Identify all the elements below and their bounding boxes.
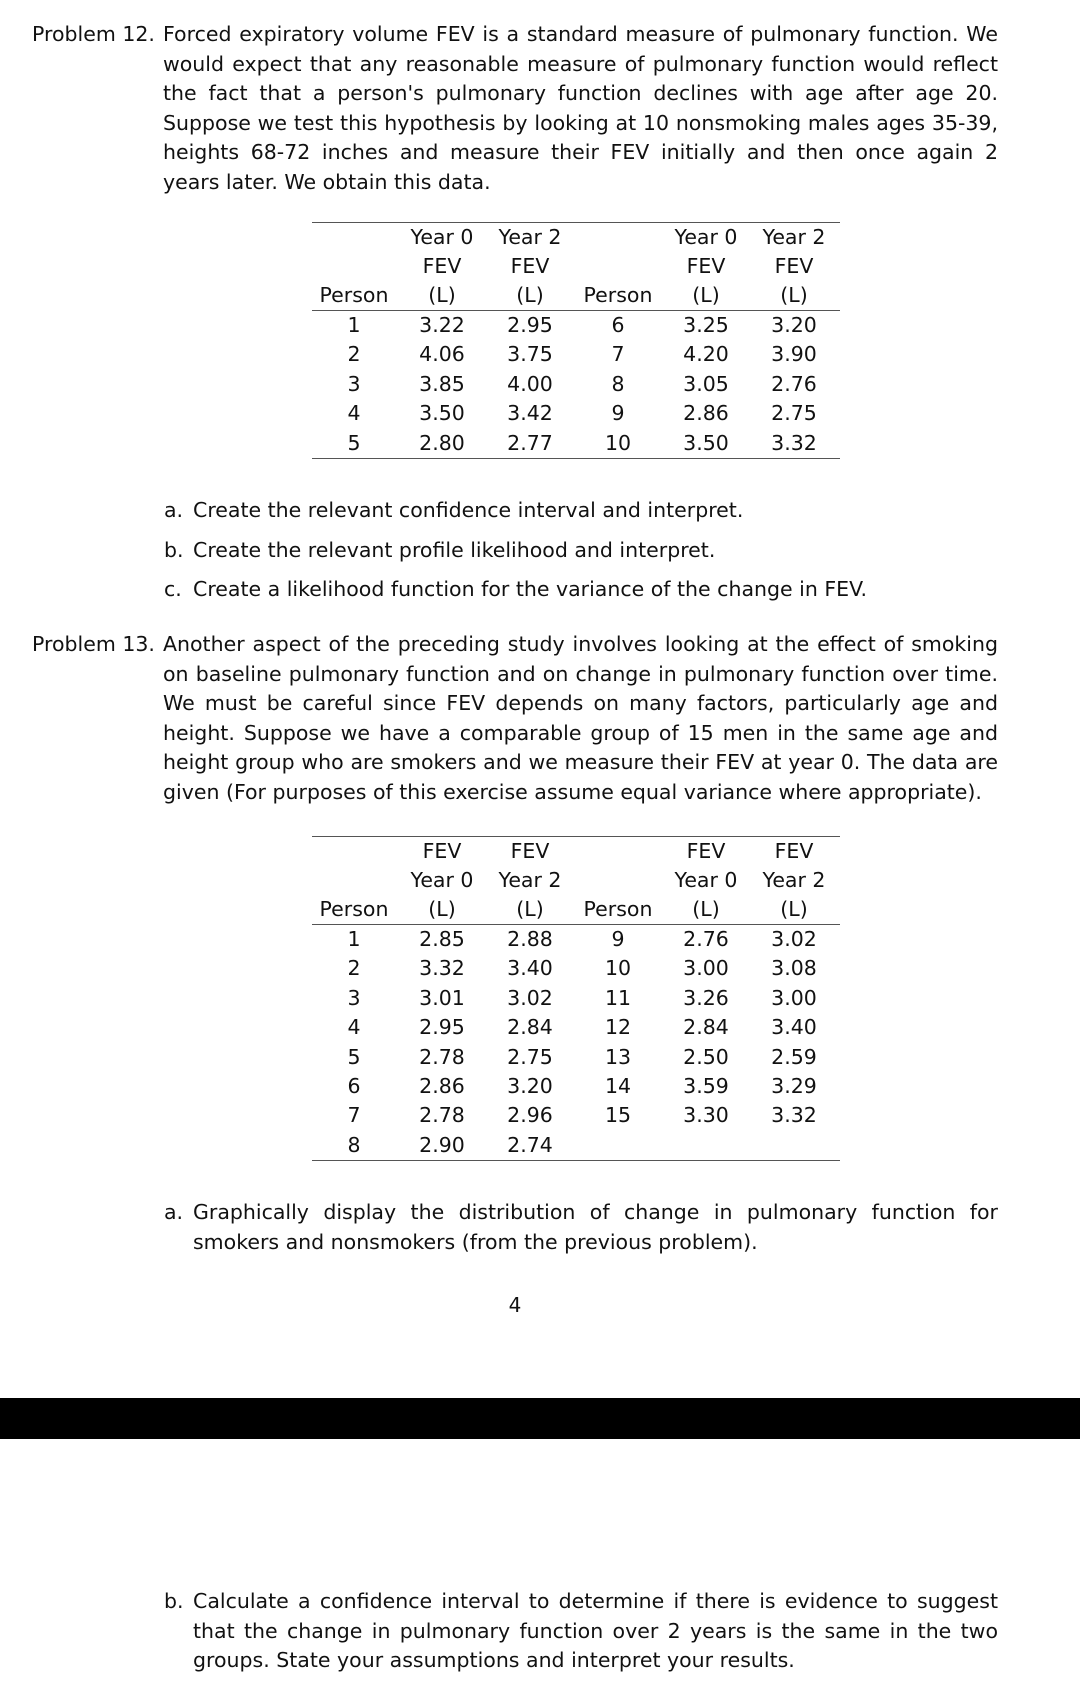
table-cell: 3 [347,371,361,396]
nonsmoker-fev-table [312,222,840,459]
table-cell: 13 [604,1044,632,1069]
table-cell: 3.26 [683,985,729,1010]
header-cell: Person [583,897,653,921]
table-cell: 2.74 [507,1132,553,1157]
table-cell: 3.32 [771,430,817,455]
header-row [312,252,840,281]
table-row [312,311,840,340]
table-cell: 4.00 [507,371,553,396]
table-cell: 3.20 [771,313,817,337]
table-cell: 2.86 [683,401,729,426]
table-cell: 3.20 [507,1073,553,1098]
table-row [312,340,840,369]
table-cell: 6 [347,1073,361,1098]
header-row [312,281,840,310]
table-cell: 3.01 [419,985,465,1010]
table-cell: 3.22 [419,313,465,337]
table-cell: 2.75 [771,401,817,426]
table-cell: 3.32 [771,1103,817,1128]
item-label: a. [164,1200,184,1224]
smoker-fev-table [312,836,840,1161]
problem-13 [32,630,998,807]
table-cell: 7 [611,342,625,367]
table-cell: 2.96 [507,1103,553,1128]
table-cell: 2.78 [419,1103,465,1128]
table-cell: 15 [604,1103,632,1128]
header-cell: Year 0 [410,868,474,892]
header-cell: Year 2 [498,868,562,892]
table-cell: 2.88 [507,927,553,951]
header-cell: (L) [516,897,544,921]
item-text: Calculate a confidence interval to determine if there is evidence to suggest that the change in pulmonary function over 2 years is the same in the two groups. State your assumptions and interpret your results. [193,1589,998,1672]
table-cell: 2 [347,342,361,367]
page-separator-bar [0,1398,1080,1439]
header-cell: (L) [692,897,720,921]
item-label: a. [164,498,184,522]
table-cell: 2.90 [419,1132,465,1157]
table-cell: 6 [611,313,625,337]
header-cell: FEV [510,254,550,278]
item-text: Create the relevant confidence interval and interpret. [193,498,744,522]
item-label: b. [164,537,184,562]
item-text: Create a likelihood function for the variance of the change in FEV. [193,577,867,601]
table-cell: 14 [604,1073,632,1098]
table-cell: 2.77 [507,430,553,455]
page-number: 4 [508,1293,522,1317]
table-cell: 9 [611,401,625,426]
table-cell: 3.75 [507,342,553,367]
table-row [312,399,840,428]
header-cell: (L) [428,283,456,307]
table-row [312,1101,840,1130]
header-row [312,223,840,252]
table-cell: 4 [347,1015,361,1040]
table-cell: 10 [604,956,632,981]
problem-12-item-b [164,536,998,566]
table-cell: 3.29 [771,1073,817,1098]
table-cell: 3.90 [771,342,817,367]
table-cell: 2.76 [771,371,817,396]
problem-12-item-c [164,575,998,605]
table-cell: 2.80 [419,430,465,455]
table-cell: 2.78 [419,1044,465,1069]
header-cell: (L) [516,283,544,307]
table-cell: 2.84 [507,1015,553,1040]
problem-12-items [164,496,998,605]
table-cell: 1 [347,313,361,337]
header-cell: FEV [774,839,814,863]
table-cell: 3.32 [419,956,465,981]
header-row [312,895,840,924]
table-cell: 3.59 [683,1073,729,1098]
header-cell: Year 0 [674,225,738,249]
table-cell: 3.40 [771,1015,817,1040]
table-cell: 11 [604,985,632,1010]
table-body [312,311,840,458]
table-cell: 12 [604,1015,632,1040]
table-cell: 5 [347,1044,361,1069]
table-cell: 5 [347,430,361,455]
table-body [312,925,840,1160]
table-cell: 3.50 [419,401,465,426]
header-cell: FEV [686,839,726,863]
header-cell: (L) [692,283,720,307]
header-cell: Year 2 [762,868,826,892]
header-cell: Person [319,283,389,307]
header-row [312,866,840,895]
table-cell: 2.95 [507,313,553,337]
problem-12-title: Problem 12. [32,22,155,46]
table-cell: 8 [347,1132,361,1157]
item-text: Create the relevant profile likelihood and interpret. [193,537,716,562]
problem-12 [32,20,998,197]
item-text: Graphically display the distribution of change in pulmonary function for smokers and nonsmokers (from the previous problem). [193,1200,998,1254]
table-cell: 9 [611,927,625,951]
table-cell: 3.42 [507,401,553,426]
table-cell: 1 [347,927,361,951]
table-cell: 3.02 [771,927,817,951]
header-cell: FEV [774,254,814,278]
problem-13-item-b-block [164,1587,998,1676]
problem-12-item-a [164,496,998,526]
table-cell: 3.30 [683,1103,729,1128]
table-row [312,1043,840,1072]
table-row [312,429,840,458]
table-cell: 3.05 [683,371,729,396]
problem-13-item-a [164,1198,998,1257]
table-header [312,837,840,925]
header-cell: Year 0 [410,225,474,249]
table-cell: 4 [347,401,361,426]
table-cell: 2.50 [683,1044,729,1069]
header-cell: Person [319,897,389,921]
table-cell: 2 [347,956,361,981]
table-cell: 3.08 [771,956,817,981]
table-row [312,1131,840,1160]
header-cell: (L) [780,897,808,921]
table-header [312,223,840,311]
header-cell: Year 2 [498,225,562,249]
table-cell: 2.76 [683,927,729,951]
table-cell: 3.00 [771,985,817,1010]
header-cell: (L) [428,897,456,921]
header-cell: Person [583,283,653,307]
table-cell: 2.75 [507,1044,553,1069]
header-cell: FEV [686,254,726,278]
table-cell: 3.85 [419,371,465,396]
table-cell: 8 [611,371,625,396]
table-row [312,1013,840,1042]
header-cell: FEV [422,839,462,863]
table-cell: 3.25 [683,313,729,337]
table-cell: 7 [347,1103,361,1128]
table-row [312,370,840,399]
table-cell: 3.02 [507,985,553,1010]
item-label: c. [164,577,182,601]
table-cell: 3.00 [683,956,729,981]
header-row [312,837,840,866]
table-cell: 2.59 [771,1044,817,1069]
table-cell: 3.40 [507,956,553,981]
table-row [312,1072,840,1101]
problem-12-text: Forced expiratory volume FEV is a standard measure of pulmonary function. We would expect that any reasonable measure of pulmonary function would reflect the fact that a person's pulmonary function declines with age after age 20. Suppose we test this hypothesis by looking at 10 nonsmoking males ages 35-39, heights 68-72 inches and measure their FEV initially and then once again 2 years later. We obtain this data. [163,22,998,194]
table-cell: 4.06 [419,342,465,367]
table-row [312,954,840,983]
table-row [312,984,840,1013]
table-cell: 10 [604,430,632,455]
header-cell: (L) [780,283,808,307]
header-cell: FEV [510,839,550,863]
item-label: b. [164,1589,184,1613]
header-cell: Year 0 [674,868,738,892]
table-cell: 2.86 [419,1073,465,1098]
table-cell: 4.20 [683,342,729,367]
problem-13-item-a-block [164,1198,998,1257]
table-row [312,925,840,954]
table-cell: 2.84 [683,1015,729,1040]
header-cell: Year 2 [762,225,826,249]
problem-13-item-b [164,1587,998,1676]
problem-13-title: Problem 13. [32,632,155,656]
problem-13-text: Another aspect of the preceding study involves looking at the effect of smoking on baseline pulmonary function and on change in pulmonary function over time. We must be careful since FEV depends on many factors, particularly age and height. Suppose we have a comparable group of 15 men in the same age and height group who are smokers and we measure their FEV at year 0. The data are given (For purposes of this exercise assume equal variance where appropriate). [163,632,998,804]
table-cell: 3 [347,985,361,1010]
table-cell: 2.85 [419,927,465,951]
header-cell: FEV [422,254,462,278]
table-cell: 2.95 [419,1015,465,1040]
table-cell: 3.50 [683,430,729,455]
